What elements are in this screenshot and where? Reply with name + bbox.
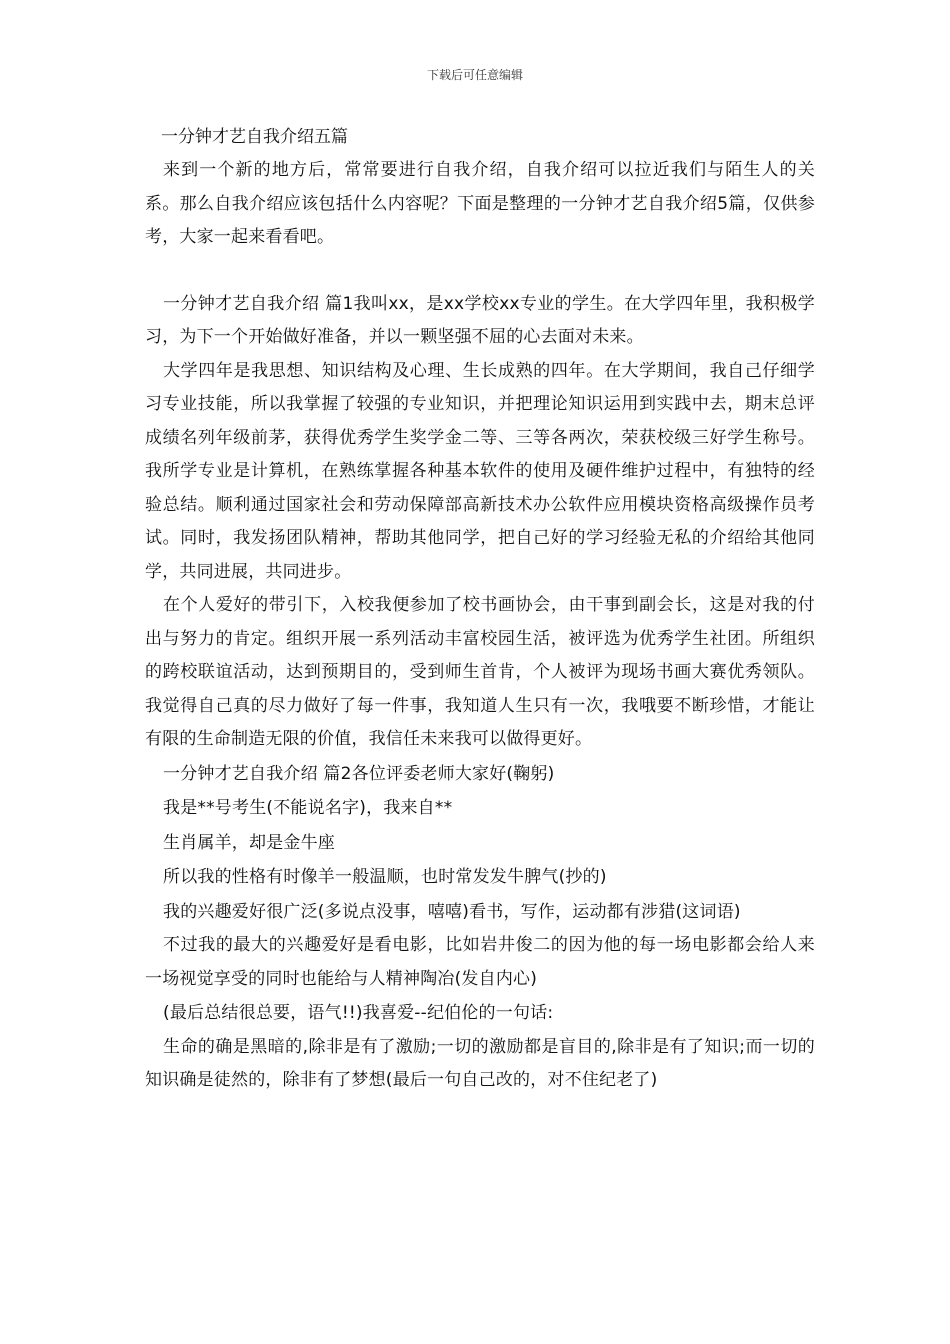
article-2-line: (最后总结很总要，语气!!)我喜爱--纪伯伦的一句话: <box>163 1003 554 1023</box>
document-title: 一分钟才艺自我介绍五篇 <box>161 127 348 147</box>
article-2-line: 所以我的性格有时像羊一般温顺，也时常发发牛脾气(抄的) <box>163 867 607 887</box>
article-2-line: 生肖属羊，却是金牛座 <box>163 832 335 853</box>
article-1-hobby-paragraph: 在个人爱好的带引下，入校我便参加了校书画协会，由干事到副会长，这是对我的付出与努力的肯定。组织开展一系列活动丰富校园生活，被评选为优秀学生社团。所组织的跨校联谊活动，达到预期目的，受到师生首肯，个人被评为现场书画大赛优秀领队。我觉得自己真的尽力做好了每一件事，我知道人生只有一次，我哦要不断珍惜，才能让有限的生命制造无限的价值，我信任未来我可以做得更好。 <box>145 595 815 749</box>
article-2-line: 我的兴趣爱好很广泛(多说点没事，嘻嘻)看书，写作，运动都有涉猎(这词语) <box>163 901 741 922</box>
intro-paragraph: 来到一个新的地方后，常常要进行自我介绍，自我介绍可以拉近我们与陌生人的关系。那么自我介绍应该包括什么内容呢？下面是整理的一分钟才艺自我介绍5篇，仅供参考，大家一起来看看吧。 <box>145 160 815 247</box>
article-2-line: 我是**号考生(不能说名字)，我来自** <box>163 798 453 818</box>
article-1-study-paragraph: 大学四年是我思想、知识结构及心理、生长成熟的四年。在大学期间，我自己仔细学习专业技能，所以我掌握了较强的专业知识，并把理论知识运用到实践中去，期末总评成绩名列年级前茅，获得优秀学生奖学金二等、三等各两次，荣获校级三好学生称号。我所学专业是计算机，在熟练掌握各种基本软件的使用及硬件维护过程中，有独特的经验总结。顺利通过国家社会和劳动保障部高新技术办公软件应用模块资格高级操作员考试。同时，我发扬团队精神，帮助其他同学，把自己好的学习经验无私的介绍给其他同学，共同进展，共同进步。 <box>145 360 815 582</box>
document-body <box>145 122 815 1098</box>
page-header-note: 下载后可任意编辑 <box>426 68 523 82</box>
paragraph-spacer <box>145 255 815 288</box>
article-2-movie-paragraph: 不过我的最大的兴趣爱好是看电影，比如岩井俊二的因为他的每一场电影都会给人来一场视觉享受的同时也能给与人精神陶冶(发自内心) <box>145 935 815 989</box>
article-2-heading-line: 一分钟才艺自我介绍 篇2各位评委老师大家好(鞠躬) <box>163 763 555 784</box>
article-2-quote-paragraph: 生命的确是黑暗的,除非是有了激励;一切的激励都是盲目的,除非是有了知识;而一切的知识确是徒然的，除非有了梦想(最后一句自己改的，对不住纪老了) <box>145 1036 815 1090</box>
article-1-opening-paragraph: 一分钟才艺自我介绍 篇1我叫xx，是xx学校xx专业的学生。在大学四年里，我积极学习，为下一个开始做好准备，并以一颗坚强不屈的心去面对未来。 <box>145 293 815 347</box>
